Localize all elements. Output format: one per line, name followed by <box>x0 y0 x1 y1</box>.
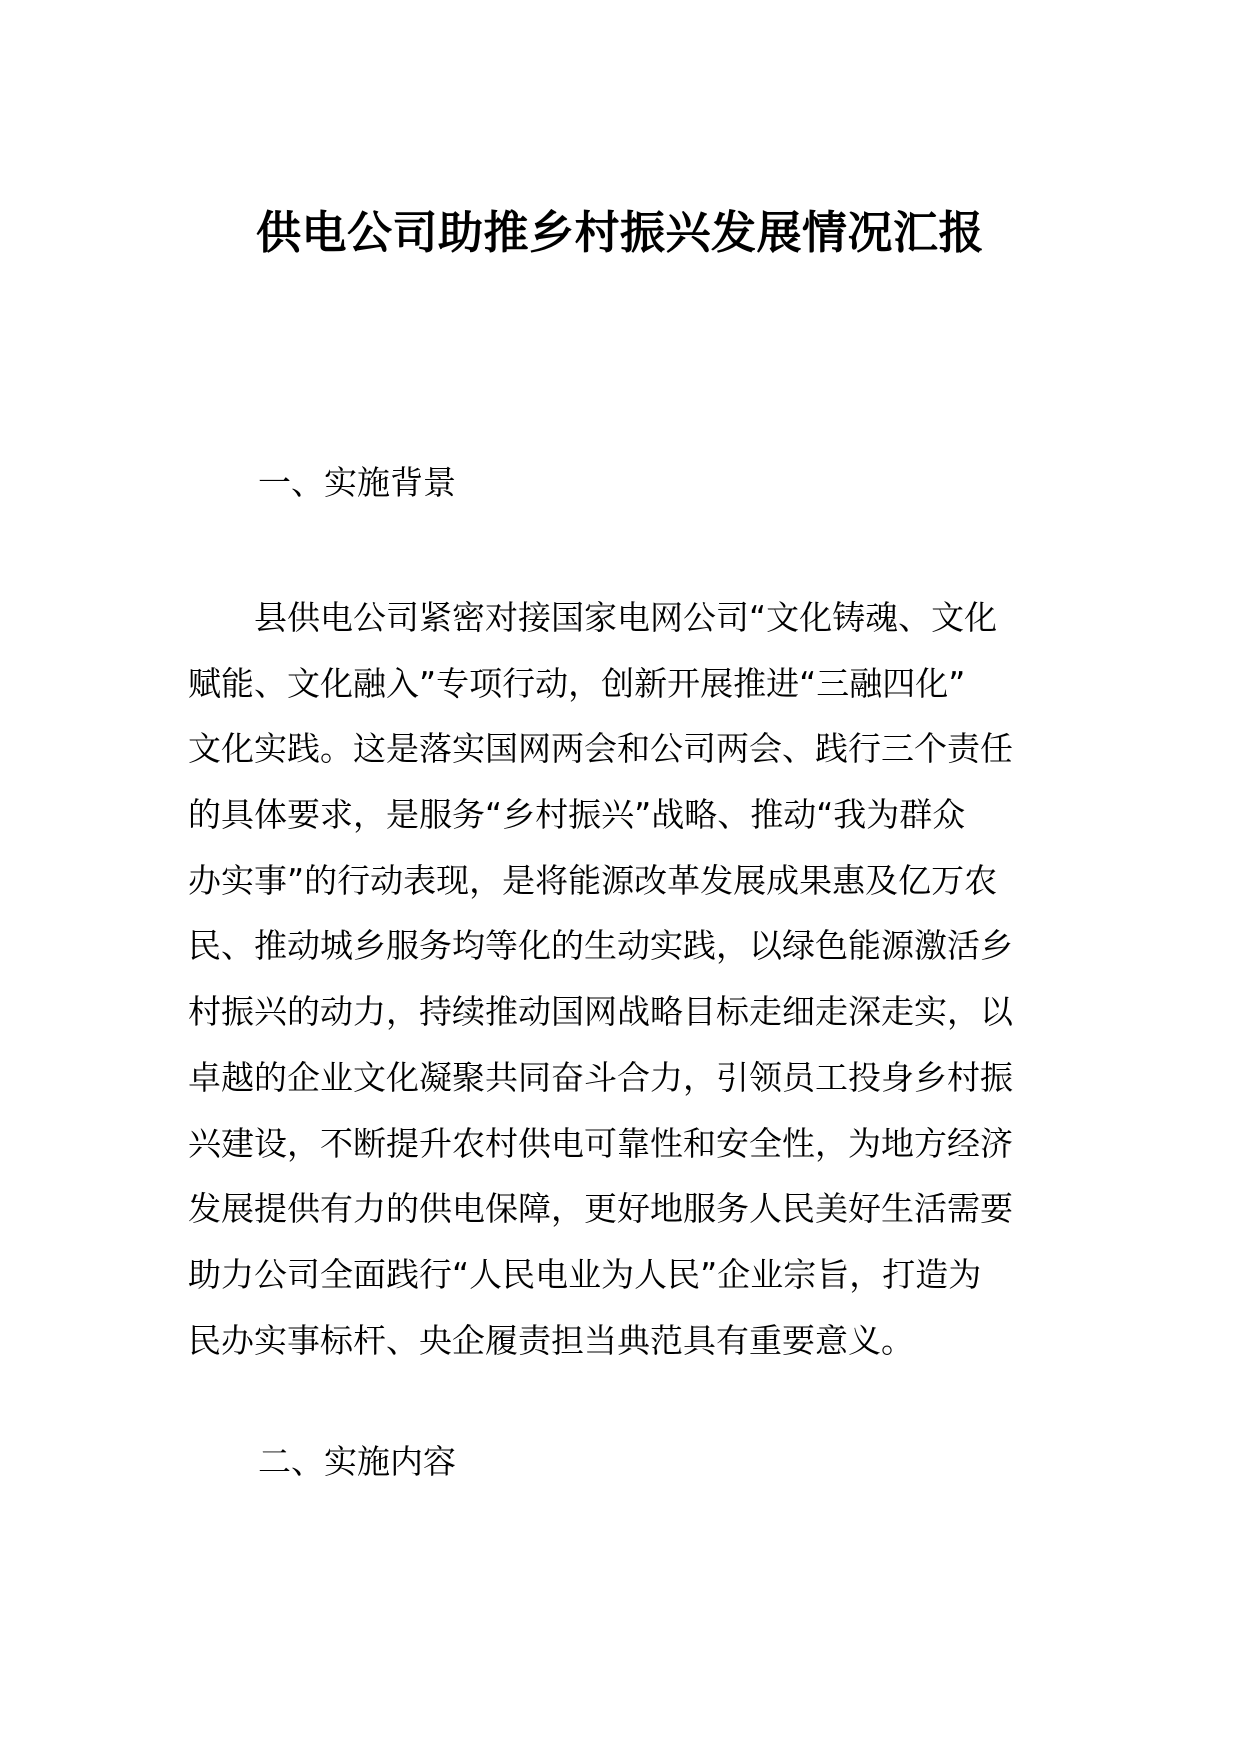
paragraph-line: 赋能、文化融入”专项行动，创新开展推进“三融四化” <box>188 663 966 703</box>
paragraph-line: 助力公司全面践行“人民电业为人民”企业宗旨，打造为 <box>188 1254 982 1294</box>
paragraph-line: 的具体要求，是服务“乡村振兴”战略、推动“我为群众 <box>188 795 966 835</box>
section-paragraph-background <box>188 585 1054 1373</box>
document-title: 供电公司助推乡村振兴发展情况汇报 <box>255 206 984 259</box>
paragraph-line: 发展提供有力的供电保障，更好地服务人民美好生活需要 <box>188 1189 1013 1229</box>
paragraph-line: 村振兴的动力，持续推动国网战略目标走细走深走实，以 <box>188 992 1013 1032</box>
paragraph-line: 卓越的企业文化凝聚共同奋斗合力，引领员工投身乡村振 <box>188 1057 1013 1097</box>
paragraph-line: 办实事”的行动表现，是将能源改革发展成果惠及亿万农 <box>188 860 998 900</box>
paragraph-line: 县供电公司紧密对接国家电网公司“文化铸魂、文化 <box>254 598 998 637</box>
paragraph-line: 兴建设，不断提升农村供电可靠性和安全性，为地方经济 <box>188 1123 1013 1163</box>
paragraph-line: 文化实践。这是落实国网两会和公司两会、践行三个责任 <box>188 729 1013 769</box>
section-heading-content: 二、实施内容 <box>258 1442 456 1481</box>
paragraph-line: 民办实事标杆、央企履责担当典范具有重要意义。 <box>188 1320 914 1360</box>
paragraph-line: 民、推动城乡服务均等化的生动实践，以绿色能源激活乡 <box>188 926 1013 966</box>
section-heading-background: 一、实施背景 <box>258 463 456 502</box>
